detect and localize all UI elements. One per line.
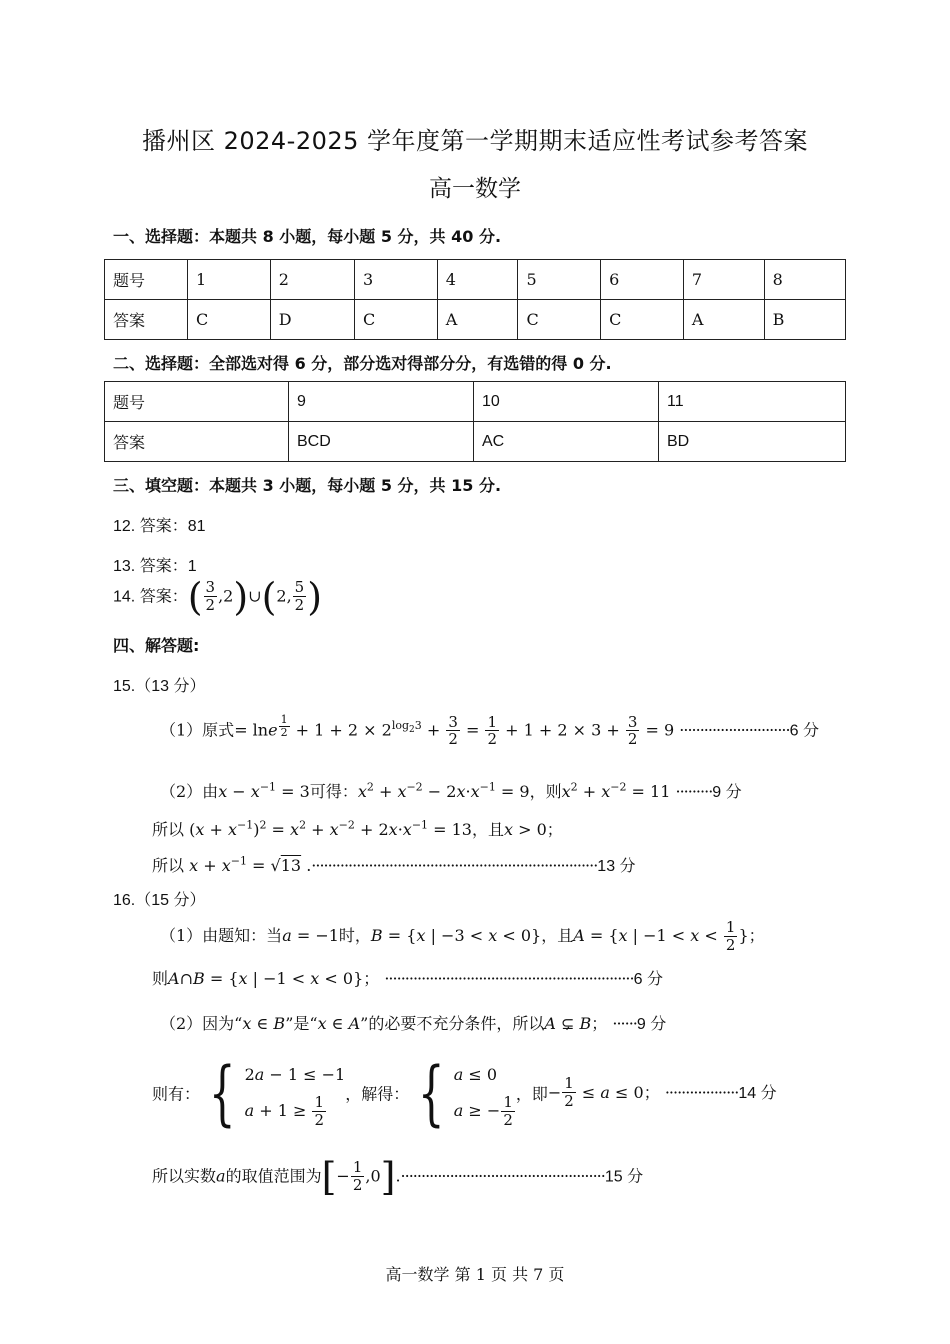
- q16-part1-prefix: （1）由题知：当: [160, 926, 283, 946]
- table-cell: A: [437, 300, 518, 340]
- answer-12: 12. 答案：81: [113, 518, 206, 535]
- document-subtitle: 高一数学: [429, 176, 521, 202]
- table-cell: B: [764, 300, 845, 340]
- table-cell: D: [270, 300, 354, 340]
- table-cell: 6: [601, 260, 684, 300]
- table-cell: 11: [659, 382, 846, 422]
- table-cell: 4: [437, 260, 518, 300]
- table-row-answers: [105, 422, 846, 462]
- table-cell: 5: [518, 260, 601, 300]
- section-2-heading: 二、选择题：全部选对得 6 分，部分选对得部分分，有选错的得 0 分.: [113, 354, 612, 373]
- row-answer-label: 答案: [105, 300, 188, 340]
- table-cell: C: [188, 300, 271, 340]
- q15-part2: （2）由$x - x^{-1} = 3$可得：$x^2 + x^{-2} - 2x\cdot x^{-1} = 9$，则$x^2 + x^{-2} = 11 \cdot\cdot\cdot\cdot\cdot\cdot\cdot\cdot\cdot 9$ 分: [160, 780, 742, 801]
- row-answer-label: 答案: [105, 422, 289, 462]
- row-header-label: 题号: [105, 260, 188, 300]
- q15-part3: 所以 $(x + x^{-1})^2 = x^2 + x^{-2} + 2x\cdot x^{-1} = 13$，且x > 0；: [152, 818, 563, 839]
- table-cell: A: [683, 300, 764, 340]
- answer-table-2: [104, 381, 846, 462]
- q16-part5-score: 15 分: [604, 1168, 644, 1186]
- q15-part1-score: 6 分: [789, 722, 819, 740]
- table-row-answers: [105, 300, 846, 340]
- section-3-heading: 三、填空题：本题共 3 小题，每小题 5 分，共 15 分.: [113, 476, 502, 495]
- q16-part3: （2）因为“x ∈ B”是“x ∈ A”的必要不充分条件，所以A ⊊ B； ······9 分: [160, 1014, 667, 1033]
- table-cell: C: [518, 300, 601, 340]
- q16-part1: （1）由题知：当a = −1时，B = {x | −3 < x < 0}，且A = {x | −1 < x < $\frac{1}{2}$ }；: [160, 918, 765, 954]
- table-cell: 10: [474, 382, 659, 422]
- page-footer: 高一数学 第 1 页 共 7 页: [385, 1265, 565, 1284]
- document-title: 播州区 2024-2025 学年度第一学期期末适应性考试参考答案: [141, 127, 809, 155]
- table-cell: C: [601, 300, 684, 340]
- q16-part2-prefix: 则: [152, 969, 169, 988]
- q15-label: 15.（13 分）: [113, 678, 206, 695]
- q15-part4-prefix: 所以: [152, 856, 185, 875]
- q16-label: 16.（15 分）: [113, 892, 206, 909]
- answer-14-label: 14. 答案：: [113, 588, 188, 606]
- q15-part4: 所以 $x + x^{-1} = √13$ .······································································13 分: [152, 854, 636, 875]
- table-cell: AC: [474, 422, 659, 462]
- q16-part5-prefix: 所以实数: [152, 1166, 217, 1186]
- q16-part4-ie: ，即: [515, 1084, 548, 1104]
- table-cell: BD: [659, 422, 846, 462]
- table-cell: 9: [289, 382, 474, 422]
- q15-part3-prefix: 所以: [152, 820, 185, 839]
- table-cell: BCD: [289, 422, 474, 462]
- q16-part5: 所以实数a的取值范围为[− $\frac{1}{2}$ ,0].··················································15 分: [152, 1155, 644, 1199]
- q15-part1: （1）原式= lne $^{\frac{1}{2}}$ + $1 + 2 \times 2^{log_23}$ + $\frac{3}{2}$ = $\frac{1}{2}$ + 1 + 2 × 3 + $\frac{3}{2}$ = 9 ···························6 分: [160, 712, 819, 749]
- q15-part4-score: 13 分: [597, 858, 636, 875]
- q16-part3-text1: （2）因为“: [160, 1014, 243, 1033]
- q15-part1-prefix: （1）原式: [160, 720, 235, 740]
- table-row-numbers: [105, 260, 846, 300]
- table-cell: 3: [355, 260, 438, 300]
- q15-part3-and: ，且: [471, 820, 504, 839]
- table-cell: C: [355, 300, 438, 340]
- q16-part4-solve: ，解得：: [345, 1084, 410, 1104]
- table-cell: 8: [764, 260, 845, 300]
- table-cell: 1: [188, 260, 271, 300]
- q16-part2-score: 6 分: [633, 971, 663, 988]
- q16-part3-score: 9 分: [636, 1016, 667, 1033]
- q15-part2-score: 9 分: [712, 784, 742, 801]
- q16-part3-text3: ”的必要不充分条件，所以: [360, 1014, 545, 1033]
- q15-part2-prefix: （2）由: [160, 782, 219, 801]
- q15-part2-then: ，则: [529, 782, 562, 801]
- table-cell: 2: [270, 260, 354, 300]
- section-4-heading: 四、解答题:: [113, 636, 200, 655]
- q16-part4: 则有： { 2a − 1 ≤ −1 a + 1 ≥ $\frac{1}{2}$ ，解得： { a ≤ 0 a ≥ − $\frac{1}{2}$ ，即− $\frac{1}{2}$ ≤ a ≤ 0； ··················14 分: [152, 1052, 777, 1134]
- table-cell: 7: [683, 260, 764, 300]
- q16-part3-text2: ”是“: [285, 1014, 318, 1033]
- q16-part2: 则A∩B = {x | −1 < x < 0}； ·····························································6 分: [152, 969, 663, 988]
- answer-table-1: [104, 259, 846, 340]
- answer-14: 14. 答案：( $\frac{3}{2}$ ,2)∪(2, $\frac{5}{2}$ ): [113, 575, 323, 619]
- answer-13: 13. 答案：1: [113, 558, 197, 575]
- q16-part4-prefix: 则有：: [152, 1084, 201, 1104]
- section-1-heading: 一、选择题：本题共 8 小题，每小题 5 分，共 40 分.: [113, 227, 502, 246]
- table-row-numbers: [105, 382, 846, 422]
- q15-part2-mid: 可得：: [309, 782, 358, 801]
- q16-part5-mid: 的取值范围为: [225, 1166, 322, 1186]
- q16-part4-score: 14 分: [738, 1084, 777, 1102]
- q16-part1-when: 时，: [338, 926, 371, 946]
- row-header-label: 题号: [105, 382, 289, 422]
- q16-part1-and: ，且: [541, 926, 574, 946]
